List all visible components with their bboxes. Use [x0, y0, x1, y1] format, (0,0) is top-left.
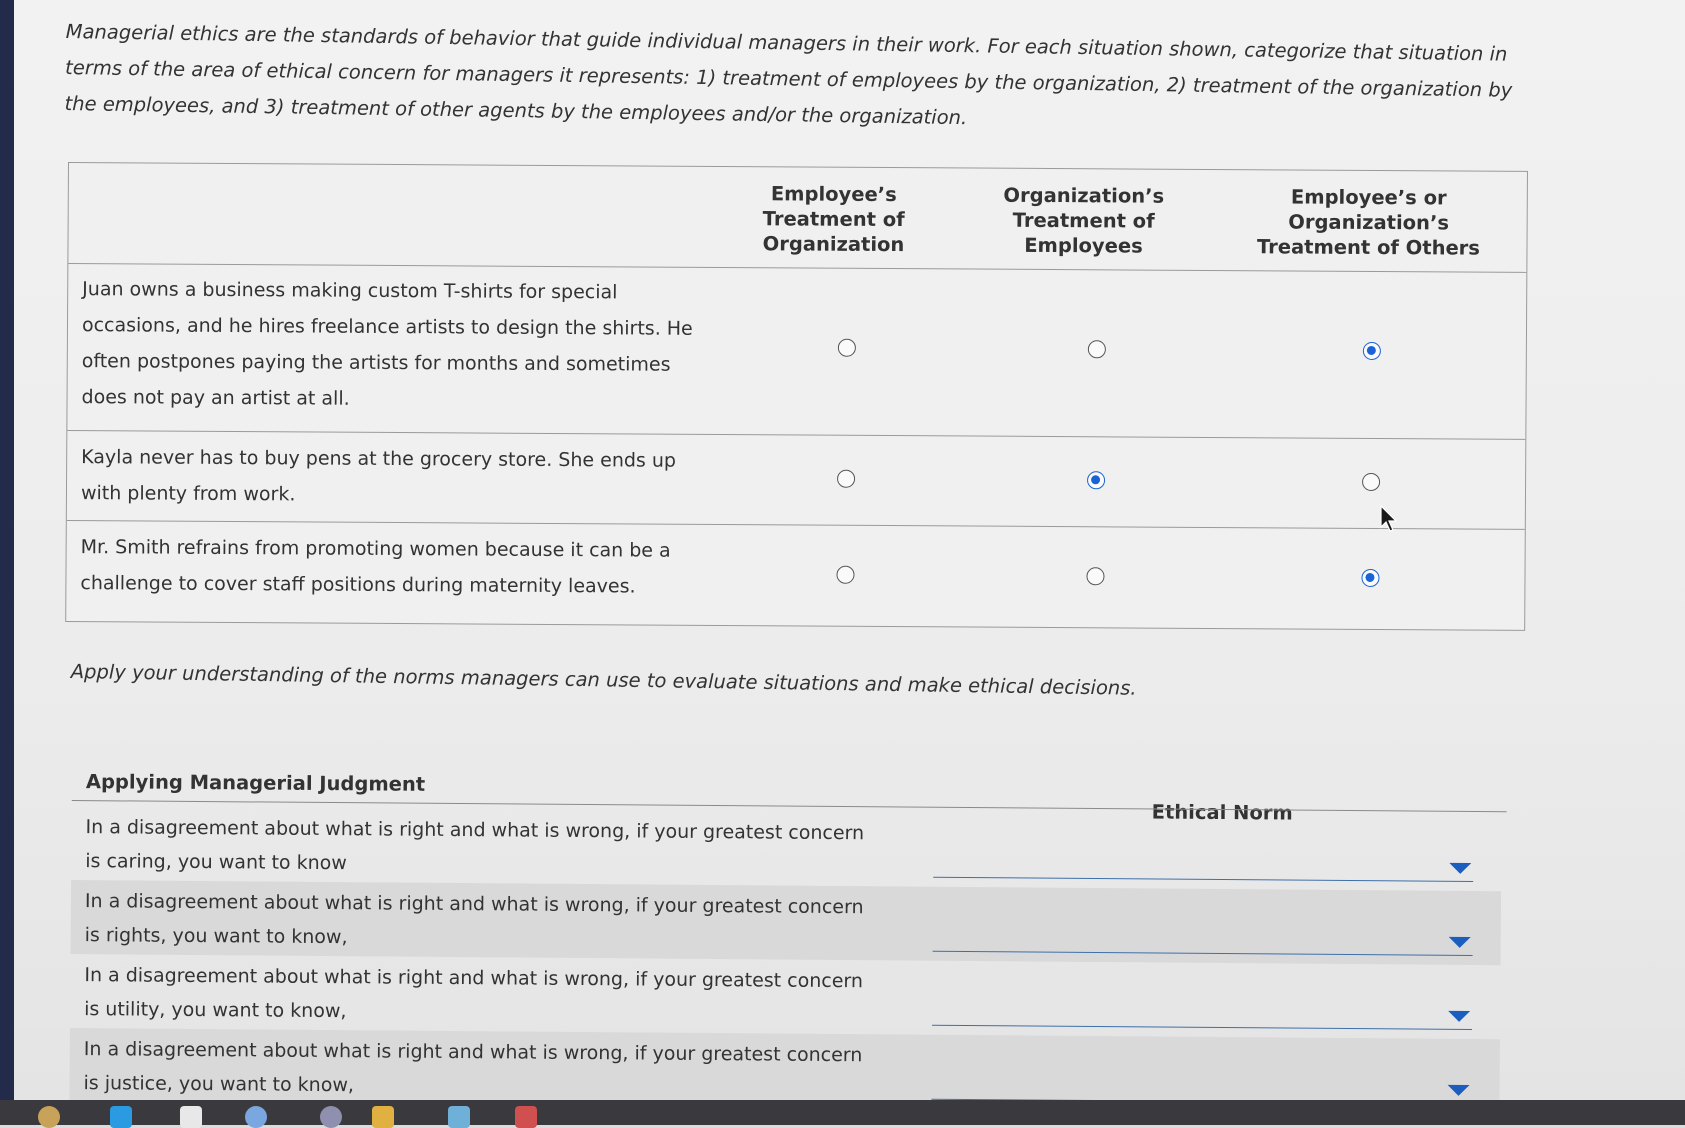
chevron-down-icon[interactable] [1448, 1011, 1470, 1022]
left-window-edge [0, 0, 14, 1125]
column-header-line: Treatment of Others [1256, 235, 1481, 260]
column-header-employee-treatment-of-organization [708, 181, 958, 258]
mouse-pointer-icon [1380, 505, 1398, 533]
table-row [67, 431, 1526, 530]
radio-row1-organization-treatment[interactable] [1088, 340, 1106, 358]
table-row [71, 806, 1502, 891]
column-header-line: Organization’s [1288, 210, 1450, 235]
radio-row2-treatment-of-others[interactable] [1362, 473, 1380, 491]
radio-row3-organization-treatment[interactable] [1086, 567, 1104, 585]
ethical-norm-dropdown-utility[interactable] [932, 1001, 1472, 1030]
chevron-down-icon[interactable] [1447, 1085, 1469, 1096]
chevron-down-icon[interactable] [1449, 937, 1471, 948]
radio-row1-treatment-of-others[interactable] [1363, 342, 1381, 360]
assignment-page [14, 0, 1685, 1105]
table-title: Applying Managerial Judgment [85, 770, 426, 796]
intro-paragraph: Managerial ethics are the standards of behavior that guide individual managers in their work. For each situation shown, categorize that situation in terms of the area of ethical concern for managers it represents: 1) treatment of employees by the organization, 2) treatment of the organization by the employees, and 3) treatment of other agents by the employees and/or the organization. [64, 19, 1513, 130]
column-header-line: Treatment of [762, 207, 905, 232]
column-header-line: Organization’s [1003, 183, 1165, 208]
radio-row1-employee-treatment[interactable] [838, 339, 856, 357]
chevron-down-icon[interactable] [1449, 863, 1471, 874]
table-row [71, 880, 1502, 965]
situation-table-header [68, 163, 1527, 273]
judgment-question: In a disagreement about what is right and what is wrong, if your greatest concern is rights, you want to know, [84, 890, 864, 949]
ethical-norm-header: Ethical Norm [1151, 800, 1293, 825]
table-row [67, 263, 1526, 440]
ethical-norm-dropdown-rights[interactable] [933, 927, 1473, 956]
instruction-text: Apply your understanding of the norms managers can use to evaluate situations and make ethical decisions. [70, 660, 1137, 700]
managerial-judgment-table [69, 770, 1502, 1121]
column-header-line: Employee’s [770, 182, 897, 207]
radio-row3-employee-treatment[interactable] [836, 566, 854, 584]
judgment-question: In a disagreement about what is right and what is wrong, if your greatest concern is utility, you want to know, [84, 964, 864, 1023]
situation-text: Juan owns a business making custom T-shirts for special occasions, and he hires freelance artists to design the shirts. He often postpones paying the artists for months and sometimes does not pay an artist at all. [81, 278, 693, 410]
table-row [70, 954, 1501, 1039]
situation-text: Kayla never has to buy pens at the grocery store. She ends up with plenty from work. [80, 446, 677, 506]
column-header-line: Employees [1024, 233, 1143, 258]
column-header-line: Organization [762, 232, 905, 257]
situation-text: Mr. Smith refrains from promoting women because it can be a challenge to cover staff positions during maternity leaves. [80, 536, 671, 598]
judgment-question: In a disagreement about what is right and what is wrong, if your greatest concern is justice, you want to know, [83, 1038, 863, 1097]
column-header-line: Employee’s or [1290, 185, 1447, 210]
column-header-treatment-of-others [1218, 184, 1518, 261]
situation-table [65, 162, 1528, 631]
table-row [66, 521, 1525, 632]
radio-row2-employee-treatment[interactable] [837, 470, 855, 488]
column-header-organization-treatment-of-employees [958, 182, 1208, 259]
judgment-question: In a disagreement about what is right and what is wrong, if your greatest concern is caring, you want to know [85, 816, 865, 875]
radio-row3-treatment-of-others[interactable] [1361, 569, 1379, 587]
taskbar [0, 1100, 1685, 1125]
radio-row2-organization-treatment[interactable] [1087, 471, 1105, 489]
ethical-norm-dropdown-caring[interactable] [933, 853, 1473, 882]
column-header-line: Treatment of [1012, 208, 1155, 233]
